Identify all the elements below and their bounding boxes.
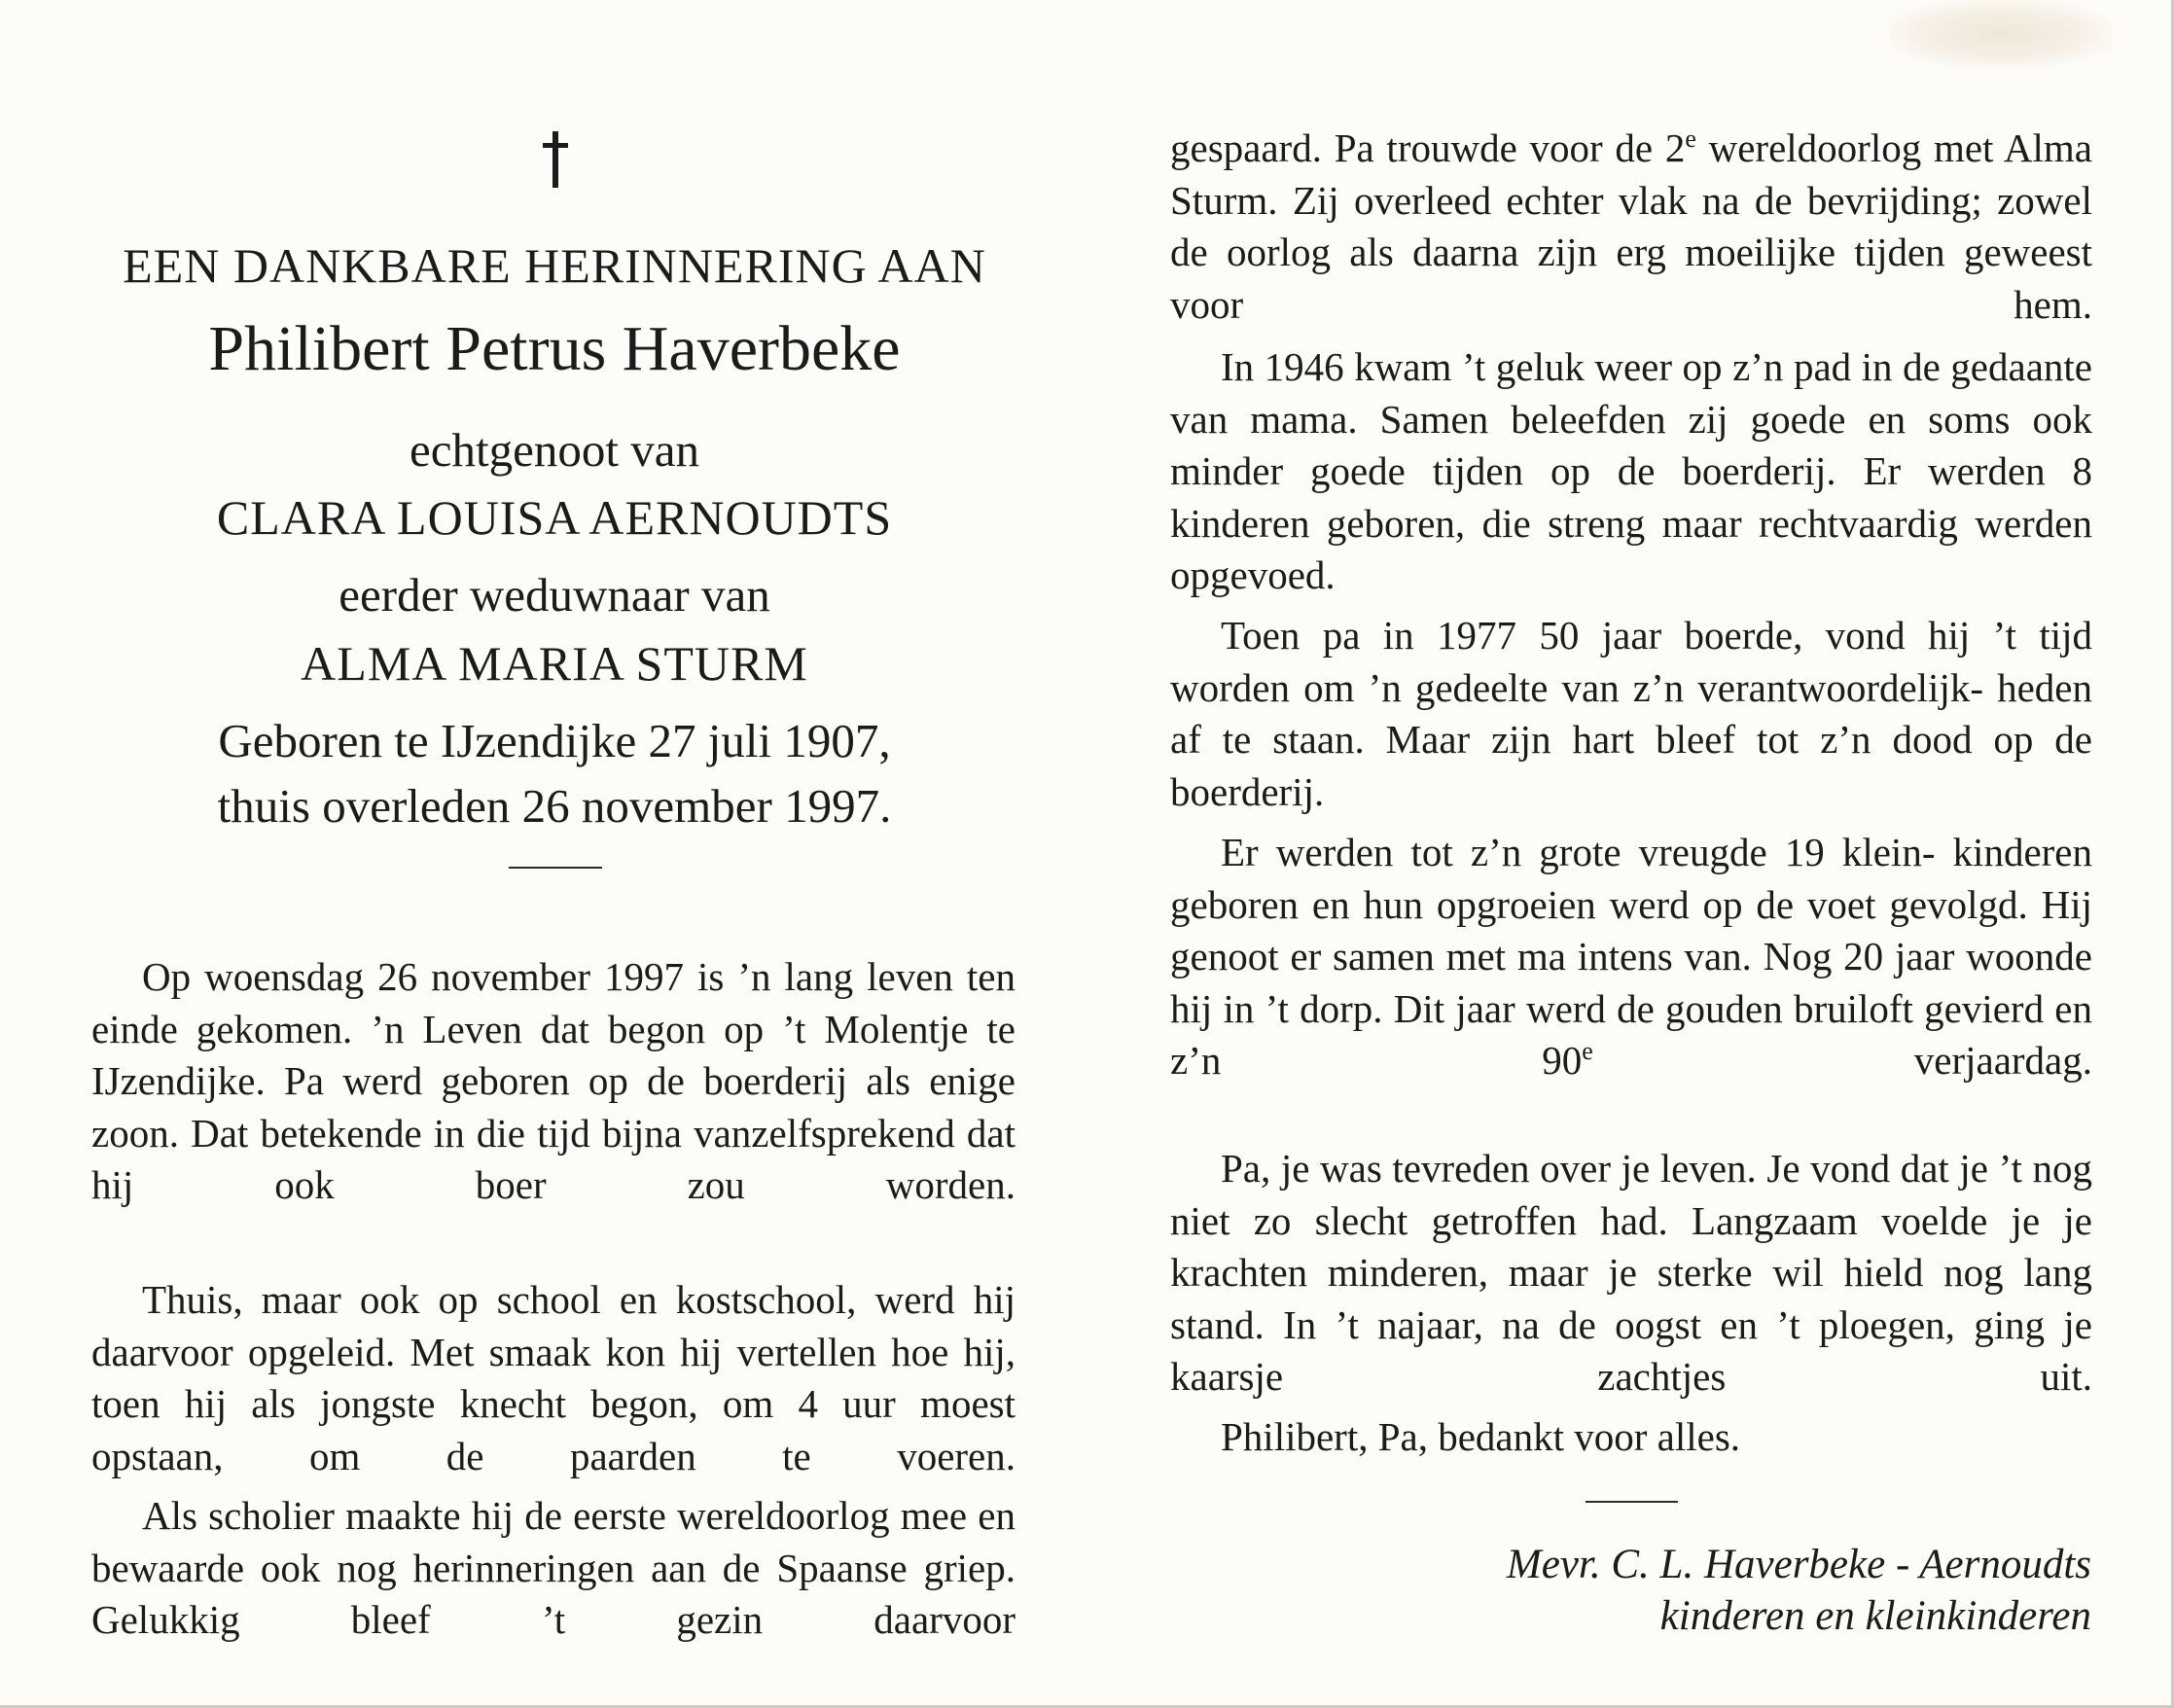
birth-line: Geboren te IJzendijke 27 juli 1907, [218,714,891,767]
paragraph: Pa, je was tevreden over je leven. Je vond dat je ’t nog niet zo slecht getroffen had. Langzaam voelde je je krachten minderen, maar je sterke wil hield nog lang stand. In ’t najaar, na de oogst en ’t ploegen, ging je kaarsje zachtjes uit. [1170,1146,2092,1399]
closing-line: Philibert, Pa, bedankt voor alles. [1221,1414,1741,1459]
divider-rule [509,867,602,869]
signature-names: Mevr. C. L. Haverbeke - Aernoudts [1506,1542,2091,1587]
paragraph: Als scholier maakte hij de eerste wereldoorlog mee en bewaarde ook nog herinneringen aan de Spaanse griep. Gelukkig bleef ’t gezin daarvoor [91,1493,1016,1642]
paragraph: Op woensdag 26 november 1997 is ’n lang leven ten einde gekomen. ’n Leven dat begon op ’t Molentje te IJzendijke. Pa werd geboren op de boerderij als enige zoon. Dat betekende in die tijd bijna vanzelfsprekend dat hij ook boer zou worden. [91,954,1016,1207]
spouse-intro: echtgenoot van [410,423,699,477]
paragraph: Er werden tot z’n grote vreugde 19 klein- kinderen geboren en hun opgroeien werd op de voet gevolgd. Hij genoot er samen met ma intens van. Nog 20 jaar woonde hij in ’t dorp. Dit jaar werd de gouden bruiloft gevierd en z’n 90e verjaardag. [1170,830,2092,1083]
death-line: thuis overleden 26 november 1997. [217,779,892,833]
card-heading: EEN DANKBARE HERINNERING AAN [123,238,986,293]
deceased-name: Philibert Petrus Haverbeke [208,313,901,384]
paragraph: In 1946 kwam ’t geluk weer op z’n pad in de gedaante van mama. Samen beleefden zij goede en soms ook minder goede tijden op de boerderij. Er werden 8 kinderen geboren, die streng maar rechtvaardig werden opgevoed. [1170,344,2092,597]
signature-family: kinderen en kleinkinderen [1659,1593,2091,1639]
paragraph: Toen pa in 1977 50 jaar boerde, vond hij ’t tijd worden om ’n gedeelte van z’n verantwoordelijk- heden af te staan. Maar zijn hart bleef tot z’n dood op de boerderij. [1170,613,2092,814]
widower-intro: eerder weduwnaar van [339,568,770,622]
paragraph: Thuis, maar ook op school en kostschool, werd hij daarvoor opgeleid. Met smaak kon hij vertellen hoe hij, toen hij als jongste knecht begon, om 4 uur moest opstaan, om de paarden te voeren. [91,1277,1016,1478]
spouse-name: CLARA LOUISA AERNOUDTS [216,490,893,545]
first-wife-name: ALMA MARIA STURM [301,636,808,691]
paragraph: gespaard. Pa trouwde voor de 2e wereldoorlog met Alma Sturm. Zij overleed echter vlak na de bevrijding; zowel de oorlog als daarna zijn erg moeilijke tijden geweest voor hem. [1170,125,2092,327]
signature-rule [1586,1501,1678,1503]
